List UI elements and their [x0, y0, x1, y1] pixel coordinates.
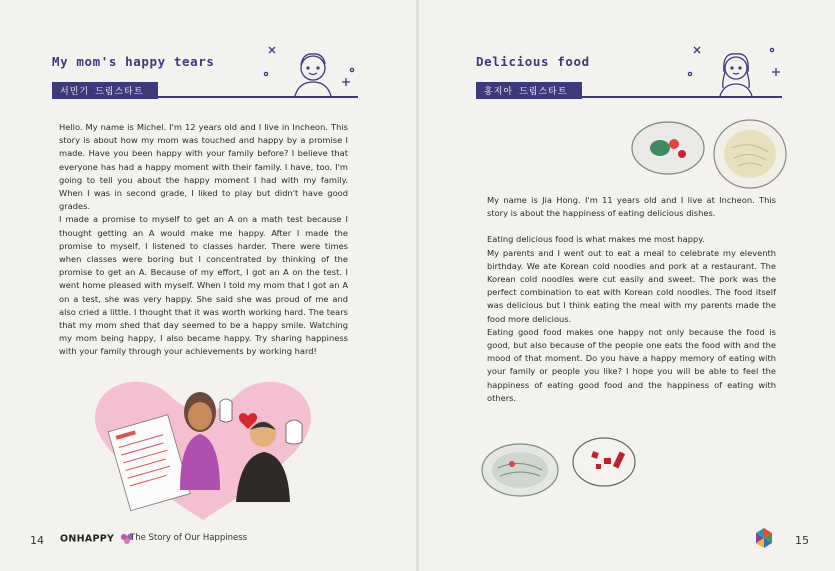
right-paragraph: My parents and I went out to eat a meal to celebrate my eleventh birthday. We ate Korean cold noodles and pork at a restaurant. The Korean cold noodles were cut easily and sweet. The pork was the perfect combination to eat with Korean cold noodles. The food itself was delicious but I think eating the meal with my parents made the food more delicious. — [487, 247, 776, 324]
publisher-logo-icon — [752, 526, 776, 550]
left-author-program: 드림스타트 — [95, 87, 144, 97]
right-author-program: 드림스타트 — [519, 87, 568, 97]
right-paragraph: Eating delicious food is what makes me most happy. — [487, 234, 705, 245]
left-author-name: 서민기 — [60, 87, 90, 97]
child-drawing-illustration — [88, 372, 318, 522]
left-page — [0, 0, 417, 571]
left-paragraph: Hello. My name is Michel. I'm 12 years old and I live in Incheon. This story is about how my mom was touched and happy by a promise I made. Have you been happy with your family before? I believe that everyone has had a happy moment with their family. I have, too. I'm going to tell you about the happy moment I had with my family. When I was in second grade, I liked to play but didn't have good grades. — [59, 122, 348, 212]
right-paragraph: Eating good food makes one happy not only because the food is good, but also because of the people one eats the food with and the mood of that moment. Do you have a happy memory of eating with your family or people you like? I hope you will be able to feel the happiness of eating good food and the happiness of eating with others. — [487, 326, 776, 403]
right-page-number: 15 — [795, 534, 809, 547]
left-page-number: 14 — [30, 534, 44, 547]
footer-brand-text: ONHAPPY — [60, 533, 115, 545]
boy-avatar-icon — [262, 44, 358, 100]
left-paragraph: I made a promise to myself to get an A on a math test because I thought getting an A would make me happy. After I made the promise to myself, I listened to classes harder. There were times when classes were boring but I concentrated by thinking of the promise to get an A. Because of my effort, I got an A on the test. I went home pleased with myself. When I told my mom that I got an A on a test, she was very happy. She said she was proud of me and also cried a little. I thought that it was worth working hard. The tears that my mom shed that day seemed to be a happy smile. Watching my mom being happy, I also became happy. Try sharing happiness with your family through your achievements by working hard! — [59, 214, 348, 357]
right-paragraph: My name is Jia Hong. I'm 11 years old and I live at Incheon. This story is about the happiness of eating delicious dishes. — [487, 195, 776, 219]
right-page-title: Delicious food — [476, 54, 590, 69]
left-body-text — [59, 121, 348, 359]
footer-publication-title: The Story of Our Happiness — [130, 533, 248, 543]
food-photos-bottom — [480, 432, 638, 500]
girl-avatar-icon — [684, 44, 784, 100]
right-author-name: 홍지아 — [484, 87, 514, 97]
footer-brand-logo — [60, 533, 134, 545]
right-author-tag — [476, 82, 582, 99]
food-photos-top — [630, 114, 790, 192]
right-body-text — [487, 194, 776, 405]
right-page — [418, 0, 835, 571]
left-author-tag — [52, 82, 158, 99]
left-page-title: My mom's happy tears — [52, 54, 215, 69]
